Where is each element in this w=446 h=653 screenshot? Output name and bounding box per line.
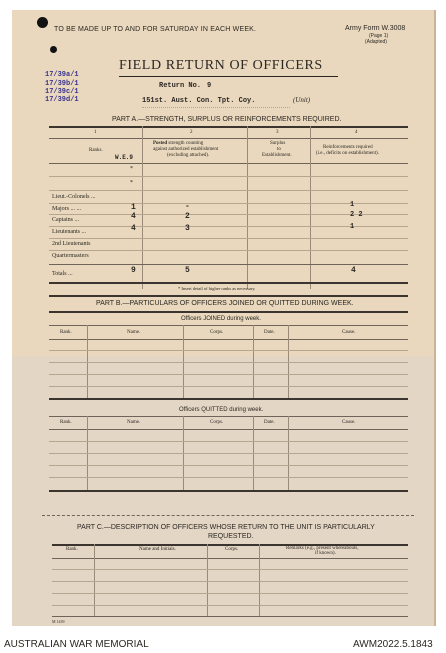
joined-rule	[49, 325, 408, 326]
form-sheet	[12, 10, 436, 626]
table-header-rule	[52, 558, 408, 559]
file-ref: 17/39a/1	[45, 71, 79, 79]
col-header: Name.	[127, 420, 141, 425]
totals-label: Totals ...	[52, 271, 73, 277]
col-header: Name and Initials.	[139, 547, 176, 552]
totals-posted: 5	[185, 266, 190, 275]
return-number: 9	[207, 82, 212, 90]
totals-reinf: 4	[351, 266, 356, 275]
table-row	[49, 465, 408, 466]
unit-name: 151st. Aust. Con. Tpt. Coy.	[142, 97, 256, 105]
file-ref: 17/39c/1	[45, 88, 79, 96]
table-row	[49, 477, 408, 478]
part-a-bottom-rule	[49, 295, 408, 297]
form-page: (Page 1)	[369, 33, 389, 39]
col-posted-rest: strength counting	[168, 141, 204, 146]
table-header-rule	[49, 429, 408, 430]
title-underline	[119, 76, 338, 77]
posted-value: -	[185, 202, 190, 211]
form-number: Army Form W.3008	[345, 25, 406, 32]
row-rule	[49, 238, 408, 239]
quitted-title: Officers QUITTED during week.	[179, 407, 264, 413]
we-value: 4	[131, 224, 136, 233]
rank-label: Majors ... ...	[52, 206, 81, 212]
quitted-bottom-rule	[49, 490, 408, 492]
col-surplus-header: to	[277, 147, 281, 152]
col-posted-header-line3: (excluding attached).	[167, 153, 210, 158]
part-a-top-rule	[49, 126, 408, 128]
table-row	[52, 593, 408, 594]
col-reinf-header: Reinforcements required	[323, 145, 373, 150]
col-header: Corps.	[210, 420, 224, 425]
rank-label: Captains ...	[52, 217, 79, 223]
col-posted-header-line2: against authorized establishment	[153, 147, 219, 152]
posted-value: 3	[185, 224, 190, 233]
table-row	[49, 362, 408, 363]
posted-value: 2	[185, 212, 190, 221]
file-ref: 17/39b/1	[45, 80, 79, 88]
reinf-value: 1	[350, 201, 355, 209]
file-ref: 17/39d/1	[45, 96, 79, 104]
col-reinf-header: (i.e., deficits on establishment).	[316, 151, 379, 156]
table-row	[52, 605, 408, 606]
print-ref: M 1439	[52, 619, 65, 624]
footer-bar	[0, 638, 446, 653]
joined-title: Officers JOINED during week.	[181, 316, 261, 322]
col-number: 3	[276, 130, 279, 135]
col-ranks-header: Ranks.	[89, 148, 103, 153]
part-c-heading-line2: REQUESTED.	[208, 533, 254, 540]
table-row	[49, 386, 408, 387]
rank-label: Lieut.-Colonels ...	[52, 194, 96, 200]
page-title: FIELD RETURN OF OFFICERS	[119, 58, 323, 73]
col-number-rule	[49, 138, 408, 139]
quitted-rule	[49, 416, 408, 417]
reinf-value: 1	[350, 223, 355, 231]
col-header: Date.	[264, 420, 275, 425]
col-header: Rank.	[60, 330, 72, 335]
rank-label: Quartermasters	[52, 253, 89, 259]
totals-rule	[49, 282, 408, 284]
col-header: if known).	[315, 551, 336, 556]
part-c-top-rule	[42, 515, 414, 516]
unit-underline	[142, 107, 290, 108]
table-row	[49, 441, 408, 442]
col-header: Cause.	[342, 420, 356, 425]
table-row	[49, 374, 408, 375]
col-header: Cause.	[342, 330, 356, 335]
part-b-heading: PART B.—PARTICULARS OF OFFICERS JOINED OR QUITTED DURING WEEK.	[96, 300, 354, 307]
rank-star: *	[130, 166, 133, 172]
part-b-rule	[49, 311, 408, 313]
table-header-rule	[49, 339, 408, 340]
col-surplus-header: Surplus	[270, 141, 286, 146]
part-a-footnote: * Insert detail of higher ranks as necessary.	[178, 286, 256, 291]
punch-hole	[37, 17, 48, 28]
totals-we: 9	[131, 266, 136, 275]
table-row	[52, 581, 408, 582]
reinf-value: 2 2	[350, 211, 363, 219]
joined-bottom-rule	[49, 398, 408, 400]
part-c-bottom-rule	[52, 616, 408, 617]
col-header: Corps.	[210, 330, 224, 335]
col-ranks-value: W.E.9	[115, 154, 134, 161]
rank-label: Lieutenants ...	[52, 229, 86, 235]
col-header: Rank.	[66, 547, 78, 552]
rank-star: *	[130, 180, 133, 186]
form-adapted: (Adapted)	[365, 39, 387, 45]
punch-hole	[50, 46, 57, 53]
row-rule	[49, 250, 408, 251]
row-rule	[49, 190, 408, 191]
col-number: 1	[94, 130, 97, 135]
row-rule	[49, 264, 408, 265]
col-posted-header	[153, 141, 203, 146]
footer-accession: AWM2022.5.1843	[353, 639, 433, 650]
col-header: Remarks (e.g., present whereabouts,	[286, 546, 359, 551]
col-header: Date.	[264, 330, 275, 335]
col-number: 2	[190, 130, 193, 135]
table-row	[49, 350, 408, 351]
table-row	[49, 453, 408, 454]
row-rule	[49, 176, 408, 177]
col-posted-bold: Posted	[153, 141, 168, 146]
top-instruction: TO BE MADE UP TO AND FOR SATURDAY IN EACH WEEK.	[54, 26, 257, 33]
col-number: 4	[355, 130, 358, 135]
part-a-heading: PART A.—STRENGTH, SURPLUS OR REINFORCEMENTS REQUIRED.	[112, 116, 342, 123]
return-label: Return No.	[159, 82, 202, 90]
part-c-heading-line1: PART C.—DESCRIPTION OF OFFICERS WHOSE RETURN TO THE UNIT IS PARTICULARLY	[77, 524, 375, 531]
col-header: Name.	[127, 330, 141, 335]
rank-label: 2nd Lieutenants	[52, 241, 91, 247]
we-value: 1	[131, 203, 136, 212]
unit-label: (Unit)	[293, 96, 311, 104]
col-header: Corps.	[225, 547, 239, 552]
we-value: 4	[131, 212, 136, 221]
header-rule	[49, 163, 408, 164]
table-row	[52, 569, 408, 570]
col-surplus-header: Establishment.	[262, 153, 292, 158]
footer-source: AUSTRALIAN WAR MEMORIAL	[4, 639, 149, 650]
col-header: Rank.	[60, 420, 72, 425]
